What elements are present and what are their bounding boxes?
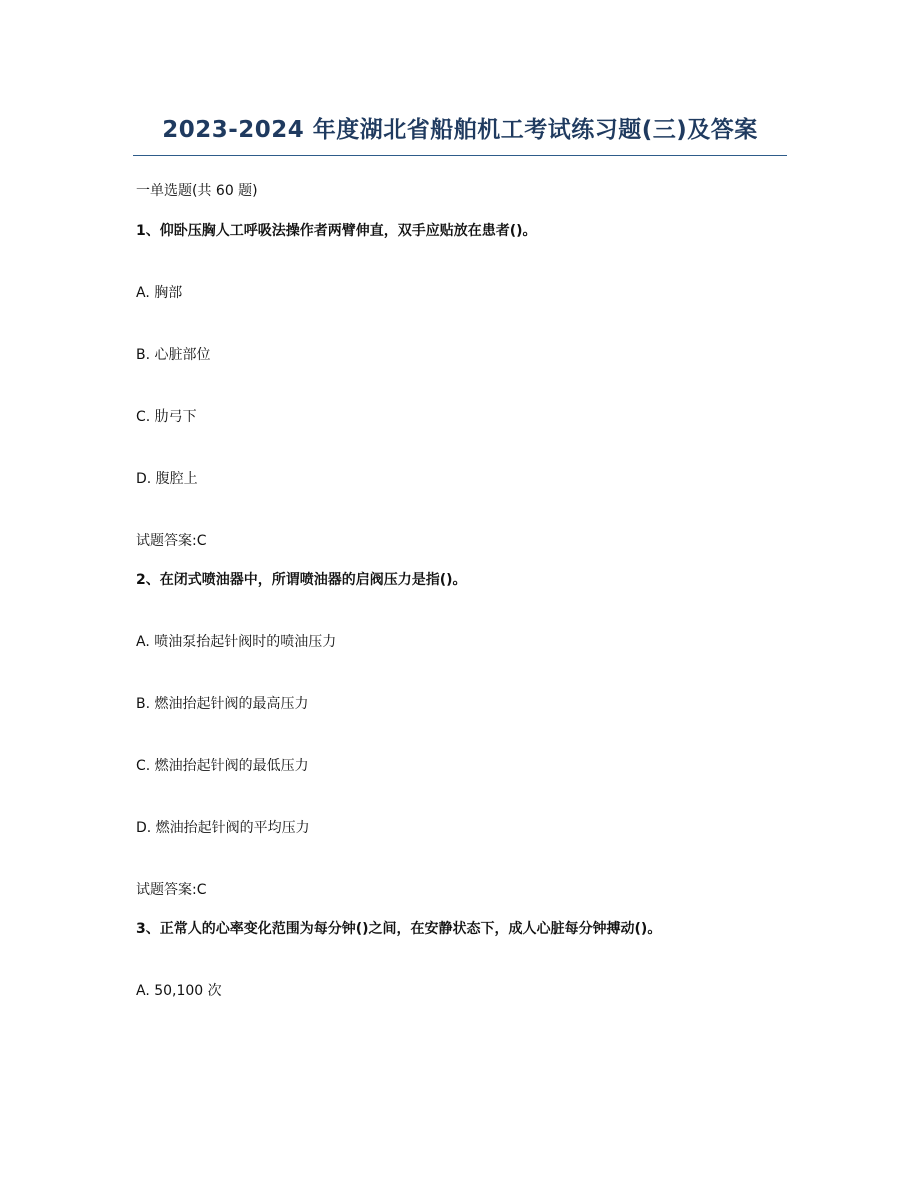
question-2-stem: 2、在闭式喷油器中，所谓喷油器的启阀压力是指()。 — [136, 572, 467, 588]
title-underline — [133, 155, 787, 156]
question-3-option-a: A. 50,100 次 — [136, 983, 222, 999]
question-1-stem: 1、仰卧压胸人工呼吸法操作者两臂伸直，双手应贴放在患者()。 — [136, 223, 537, 239]
question-2-option-a: A. 喷油泵抬起针阀时的喷油压力 — [136, 634, 337, 650]
question-1-option-a: A. 胸部 — [136, 285, 183, 301]
question-2-option-c: C. 燃油抬起针阀的最低压力 — [136, 758, 309, 774]
section-heading: 一单选题(共 60 题) — [136, 183, 258, 199]
question-3-stem: 3、正常人的心率变化范围为每分钟()之间，在安静状态下，成人心脏每分钟搏动()。 — [136, 921, 662, 937]
question-1-option-c: C. 肋弓下 — [136, 409, 197, 425]
question-2-option-d: D. 燃油抬起针阀的平均压力 — [136, 820, 310, 836]
question-2-answer: 试题答案:C — [136, 882, 207, 898]
question-1-option-d: D. 腹腔上 — [136, 471, 198, 487]
question-1-answer: 试题答案:C — [136, 533, 207, 549]
document-title: 2023-2024 年度湖北省船舶机工考试练习题(三)及答案 — [162, 117, 758, 143]
question-2-option-b: B. 燃油抬起针阀的最高压力 — [136, 696, 309, 712]
question-1-option-b: B. 心脏部位 — [136, 347, 211, 363]
